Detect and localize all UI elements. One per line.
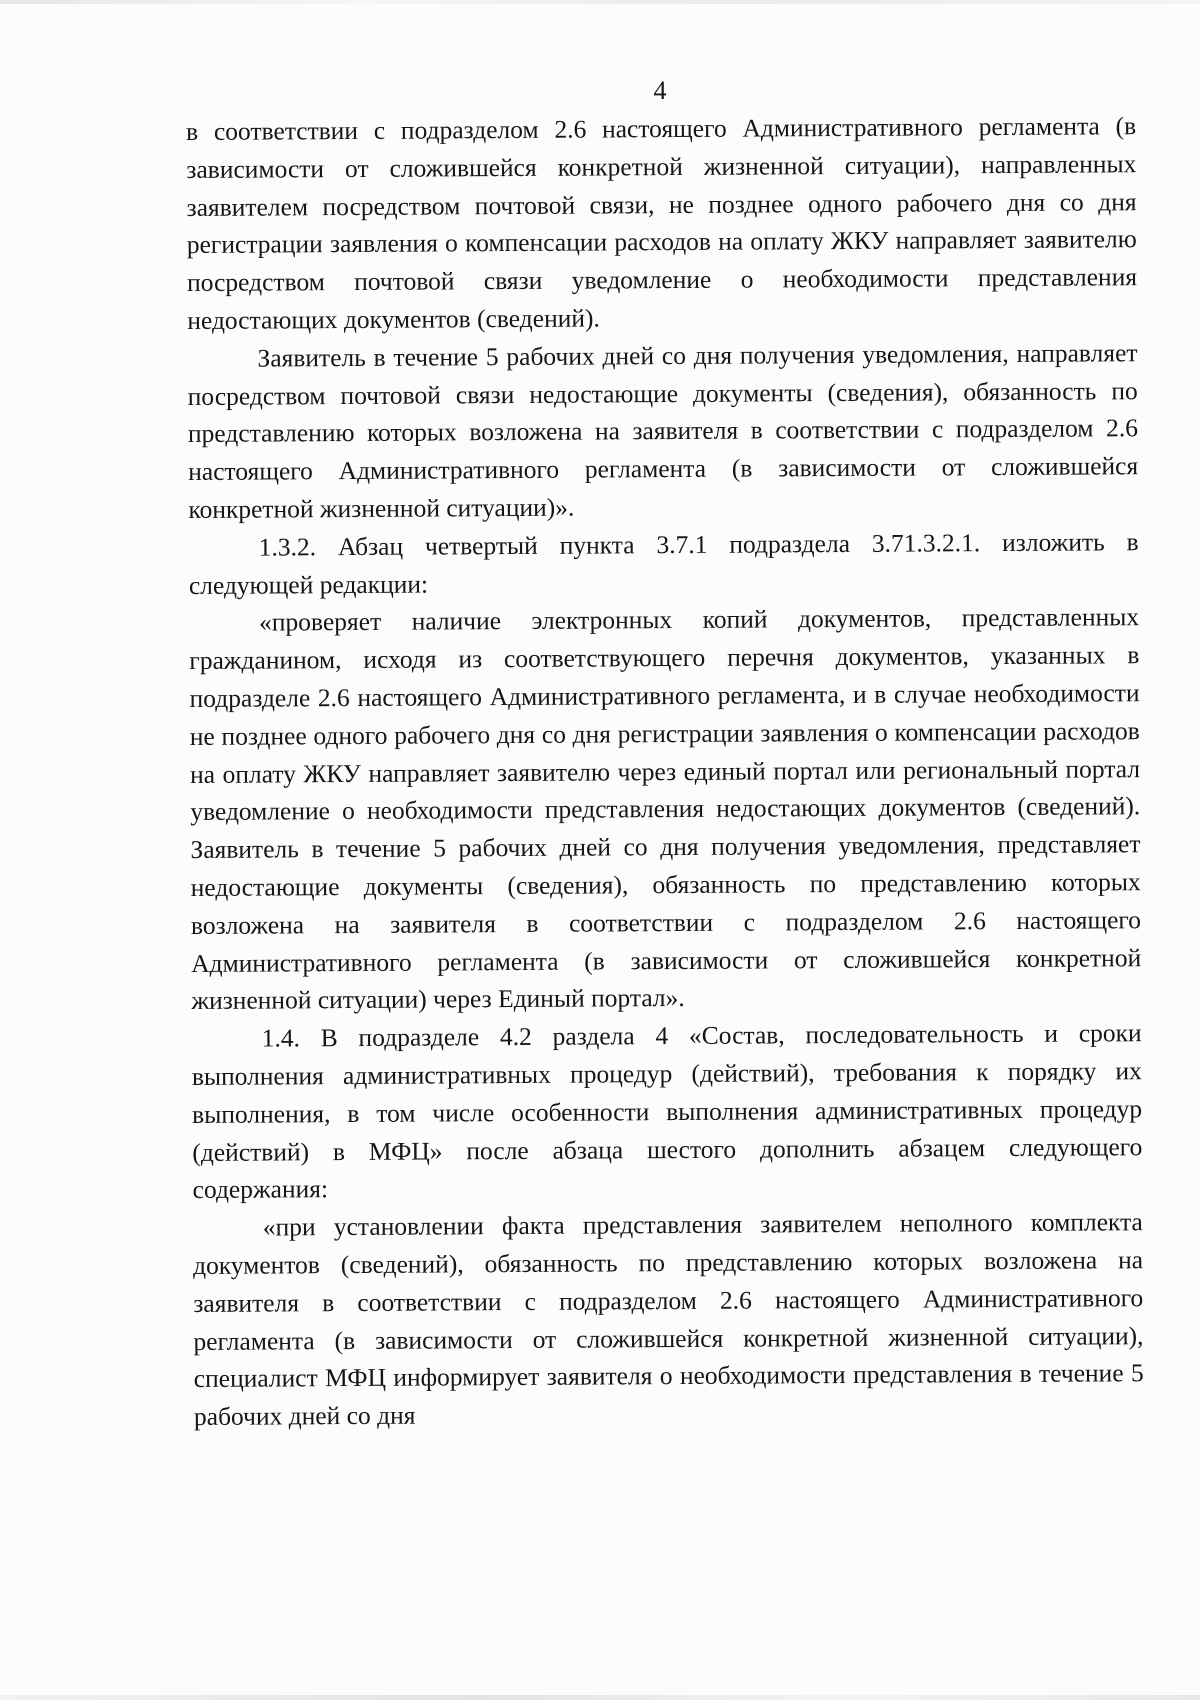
- paragraph-amendment-1-4: 1.4. В подразделе 4.2 раздела 4 «Состав, последовательность и сроки выполнения административных процедур (действий), требования к порядку их выполнения, в том числе особенности выполнения административных процедур (действий) в МФЦ» после абзаца шестого дополнить абзацем следующего содержания:: [191, 1018, 1143, 1205]
- paragraph-electronic-copies: «проверяет наличие электронных копий документов, представленных гражданином, исходя из соответствующего перечня документов, указанных в подразделе 2.6 настоящего Административного регламента, и в случае необходимости не позднее одного рабочего дня со дня регистрации заявления о компенсации расходов на оплату ЖКУ направляет заявителю через единый портал или региональный портал уведомление о необходимости представления недостающих документов (сведений). Заявитель в течение 5 рабочих дней со дня получения уведомления, представляет недостающие документы (сведения), обязанность по представлению которых возложена на заявителя в соответствии с подразделом 2.6 настоящего Административного регламента (в зависимости от сложившейся конкретной жизненной ситуации) через Единый портал».: [189, 602, 1142, 1016]
- document-body: [186, 107, 1144, 1436]
- page-number: 4: [653, 76, 667, 105]
- scan-edge-top: [0, 0, 1200, 4]
- paragraph-applicant-notice: Заявитель в течение 5 рабочих дней со дня получения уведомления, направляет посредством почтовой связи недостающие документы (сведения), обязанность по представлению которых возложена на заявителя в соответствии с подразделом 2.6 настоящего Административного регламента (в зависимости от сложившейся конкретной жизненной ситуации)».: [187, 337, 1139, 524]
- paragraph-mfc-incomplete-set: «при установлении факта представления заявителем неполного комплекта документов (сведений), обязанность по представлению которых возложена на заявителя в соответствии с подразделом 2.6 настоящего Административного регламента (в зависимости от сложившейся конкретной жизненной ситуации), специалист МФЦ информирует заявителя о необходимости представления в течение 5 рабочих дней со дня: [192, 1207, 1144, 1432]
- scan-edge-bottom: [0, 1695, 1200, 1700]
- paragraph-amendment-1-3-2: 1.3.2. Абзац четвертый пункта 3.7.1 подраздела 3.71.3.2.1. изложить в следующей редакции:: [188, 526, 1139, 600]
- paragraph-continuation: в соответствии с подразделом 2.6 настоящего Административного регламента (в зависимости от сложившейся конкретной жизненной ситуации), направленных заявителем посредством почтовой связи, не позднее одного рабочего дня со дня регистрации заявления о компенсации расходов на оплату ЖКУ направляет заявителю посредством почтовой связи уведомление о необходимости представления недостающих документов (сведений).: [186, 111, 1138, 335]
